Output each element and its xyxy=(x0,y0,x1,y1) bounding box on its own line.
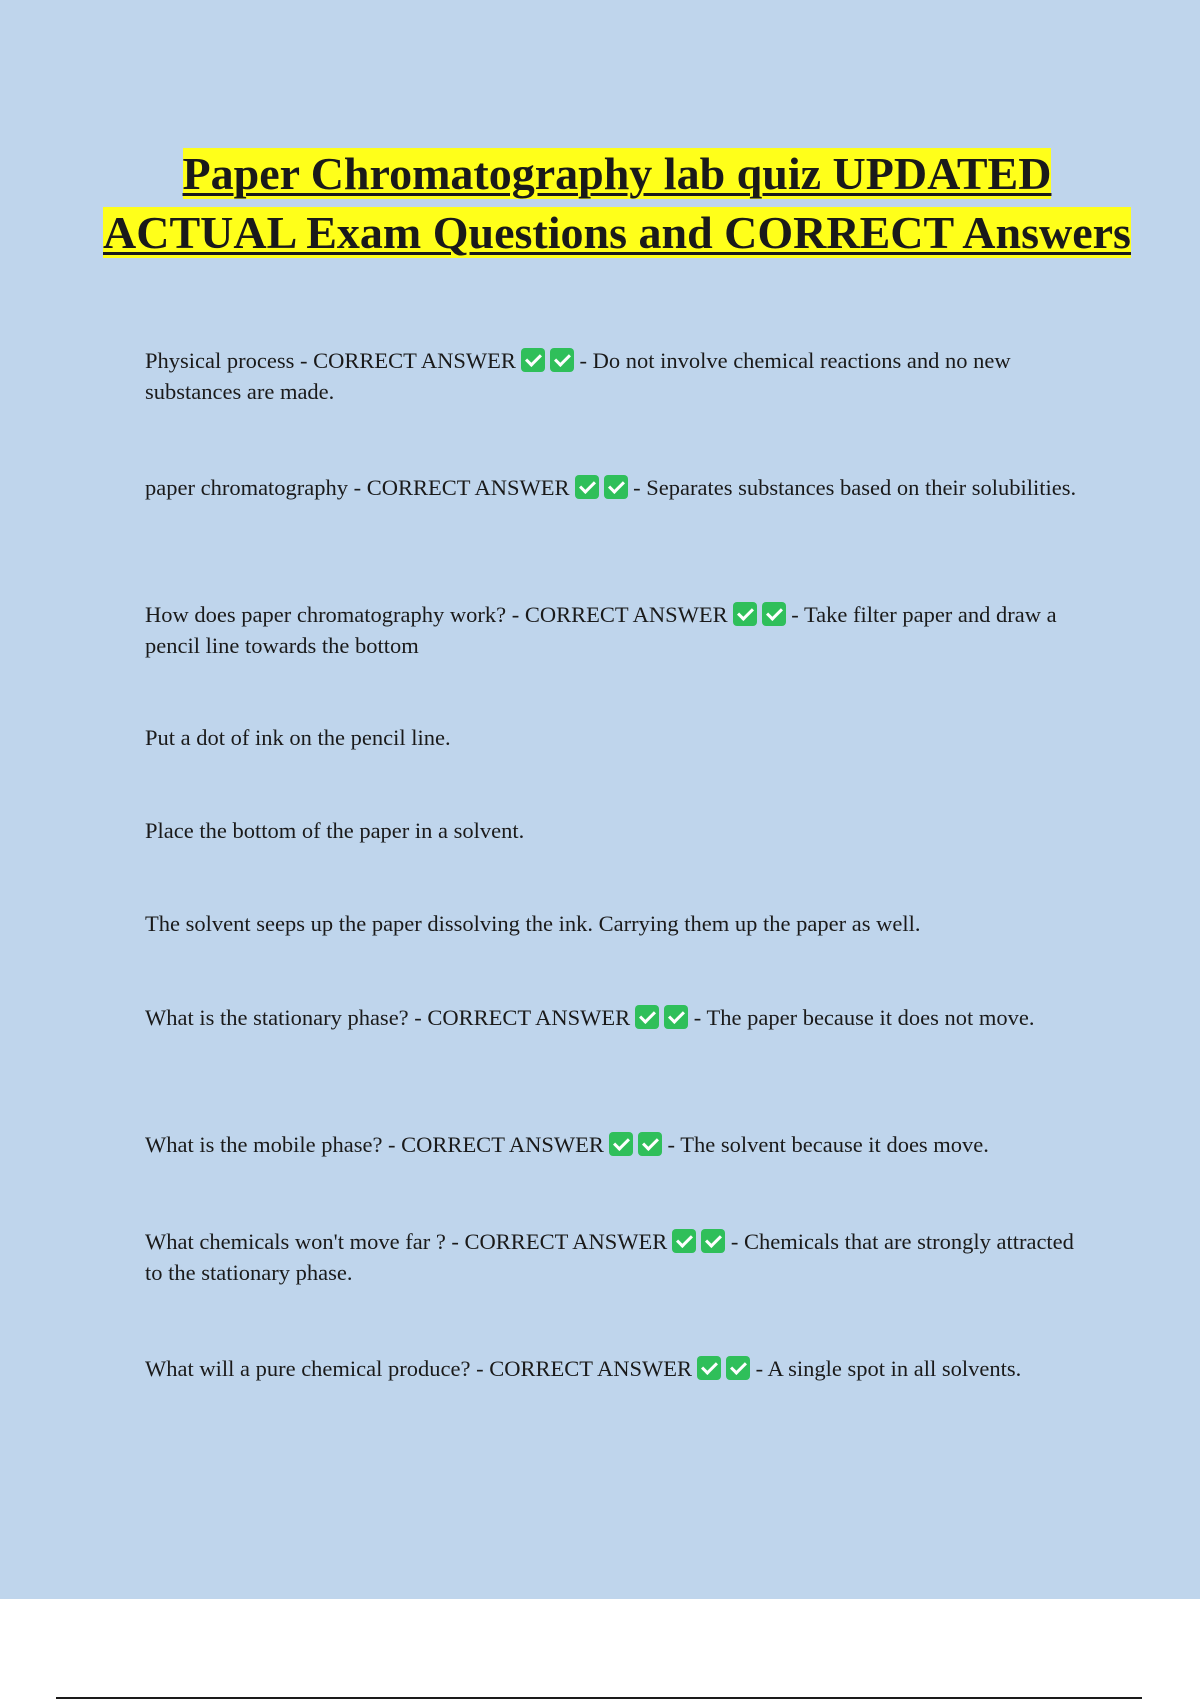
check-mark-icon xyxy=(521,348,545,372)
answer-text: - The solvent because it does move. xyxy=(667,1132,989,1157)
check-mark-icon xyxy=(550,348,574,372)
question-text: Physical process - CORRECT ANSWER xyxy=(145,348,516,373)
answer-text: - Chemicals that are strongly attracted to the stationary phase. xyxy=(145,1229,1074,1285)
qa-entry-physical-process xyxy=(145,345,1085,407)
check-mark-icon xyxy=(762,602,786,626)
question-text: What chemicals won't move far ? - CORRECT ANSWER xyxy=(145,1229,668,1254)
check-mark-icon xyxy=(604,475,628,499)
question-text: What is the stationary phase? - CORRECT ANSWER xyxy=(145,1005,631,1030)
step-text: Place the bottom of the paper in a solvent. xyxy=(145,818,525,843)
footer-divider xyxy=(56,1697,1142,1699)
check-mark-icon xyxy=(664,1005,688,1029)
question-text: paper chromatography - CORRECT ANSWER xyxy=(145,475,570,500)
question-text: How does paper chromatography work? - CORRECT ANSWER xyxy=(145,602,728,627)
answer-text: - Do not involve chemical reactions and no new substances are made. xyxy=(145,348,1011,404)
check-mark-icon xyxy=(609,1132,633,1156)
qa-entry-chemicals-move-far xyxy=(145,1226,1085,1288)
check-mark-icon xyxy=(575,475,599,499)
qa-entry-how-it-works xyxy=(145,599,1085,661)
qa-entry-paper-chromatography xyxy=(145,472,1085,503)
check-mark-icon xyxy=(672,1229,696,1253)
document-title xyxy=(100,144,1134,262)
answer-text: - A single spot in all solvents. xyxy=(755,1356,1022,1381)
check-mark-icon xyxy=(638,1132,662,1156)
question-text: What will a pure chemical produce? - CORRECT ANSWER xyxy=(145,1356,692,1381)
qa-entry-pure-chemical xyxy=(145,1353,1085,1384)
qa-entry-stationary-phase xyxy=(145,1002,1085,1033)
answer-text: - The paper because it does not move. xyxy=(693,1005,1035,1030)
step-text: Put a dot of ink on the pencil line. xyxy=(145,725,451,750)
check-mark-icon xyxy=(726,1356,750,1380)
answer-text: - Separates substances based on their solubilities. xyxy=(633,475,1077,500)
step-text: The solvent seeps up the paper dissolving the ink. Carrying them up the paper as well. xyxy=(145,911,921,936)
check-mark-icon xyxy=(701,1229,725,1253)
check-mark-icon xyxy=(733,602,757,626)
document-title-text: Paper Chromatography lab quiz UPDATED ACTUAL Exam Questions and CORRECT Answers xyxy=(103,148,1131,258)
qa-entry-mobile-phase xyxy=(145,1129,1085,1160)
check-mark-icon xyxy=(697,1356,721,1380)
question-text: What is the mobile phase? - CORRECT ANSWER xyxy=(145,1132,604,1157)
check-mark-icon xyxy=(635,1005,659,1029)
answer-text: - Take filter paper and draw a pencil line towards the bottom xyxy=(145,602,1057,658)
